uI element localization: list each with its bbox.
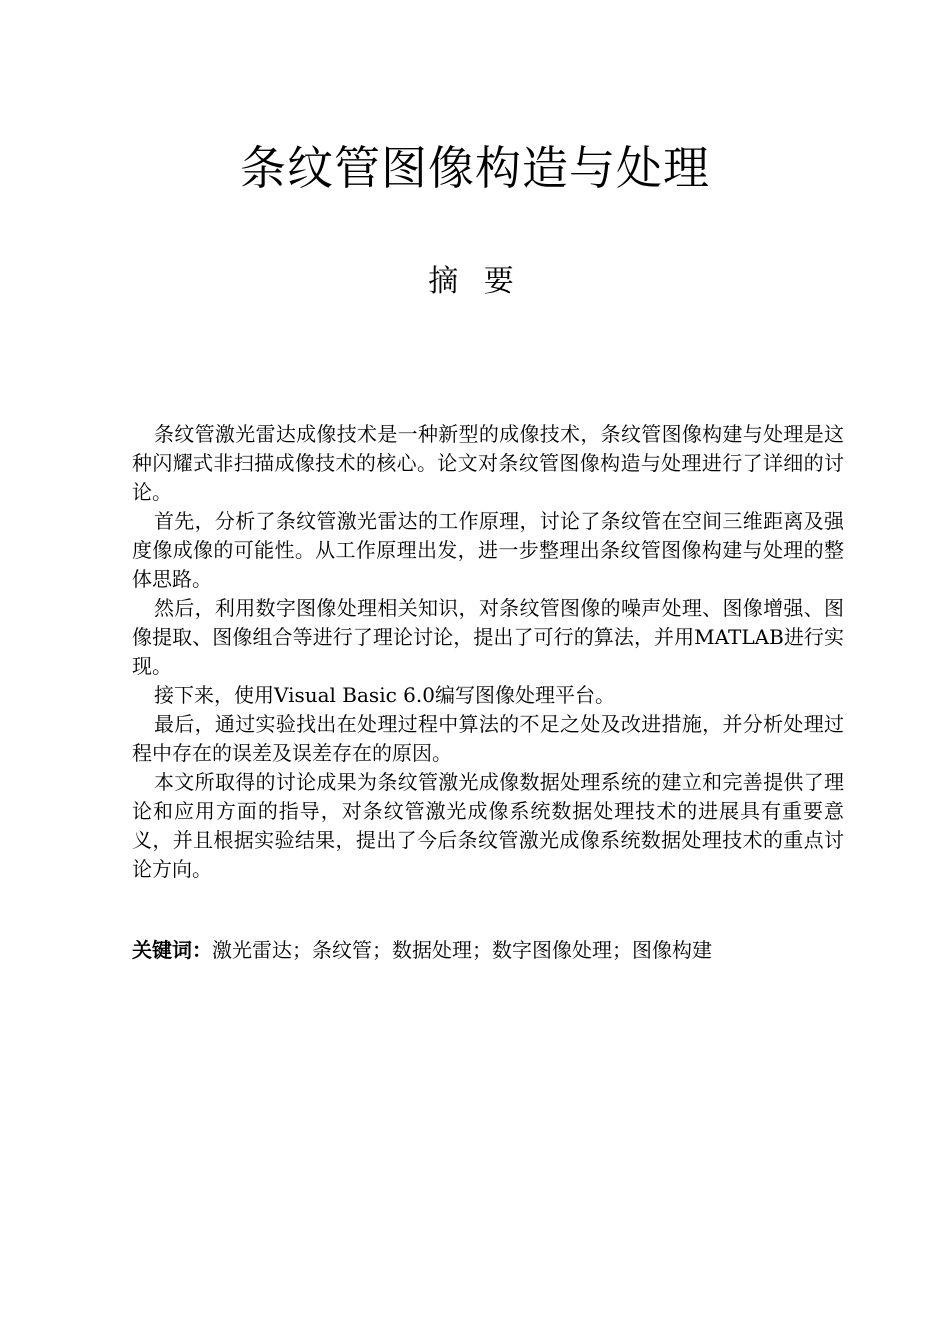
abstract-paragraph: 条纹管激光雷达成像技术是一种新型的成像技术，条纹管图像构建与处理是这种闪耀式非扫描成像技术的核心。论文对条纹管图像构造与处理进行了详细的讨论。 <box>132 422 844 504</box>
abstract-paragraph: 接下来，使用Visual Basic 6.0编写图像处理平台。 <box>154 683 615 707</box>
keywords-line <box>132 936 844 965</box>
abstract-heading: 摘 要 <box>428 264 522 299</box>
keywords-text: 激光雷达；条纹管；数据处理；数字图像处理；图像构建 <box>212 938 712 962</box>
abstract-paragraph: 然后，利用数字图像处理相关知识，对条纹管图像的噪声处理、图像增强、图像提取、图像组合等进行了理论讨论，提出了可行的算法，并用MATLAB进行实现。 <box>132 596 844 678</box>
keywords-label: 关键词： <box>132 938 212 962</box>
abstract-paragraph: 最后，通过实验找出在处理过程中算法的不足之处及改进措施，并分析处理过程中存在的误差及误差存在的原因。 <box>132 712 844 765</box>
abstract-body <box>132 420 844 884</box>
abstract-paragraph: 本文所取得的讨论成果为条纹管激光成像数据处理系统的建立和完善提供了理论和应用方面的指导，对条纹管激光成像系统数据处理技术的进展具有重要意义，并且根据实验结果，提出了今后条纹管激光成像系统数据处理技术的重点讨论方向。 <box>132 770 844 881</box>
abstract-paragraph: 首先，分析了条纹管激光雷达的工作原理，讨论了条纹管在空间三维距离及强度像成像的可能性。从工作原理出发，进一步整理出条纹管图像构建与处理的整体思路。 <box>132 509 844 591</box>
document-title: 条纹管图像构造与处理 <box>240 141 710 195</box>
